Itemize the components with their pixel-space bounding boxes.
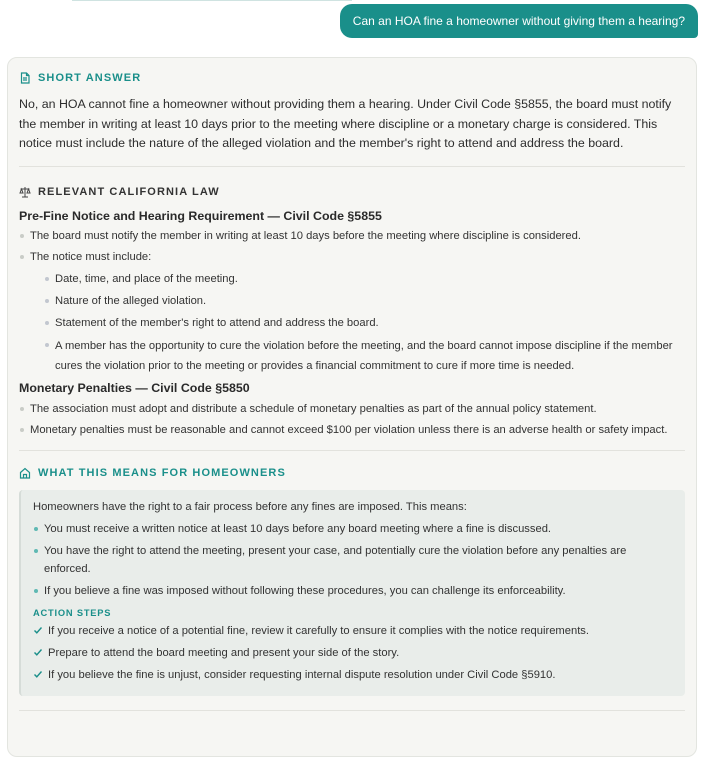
check-icon bbox=[33, 647, 43, 657]
list-item: The board must notify the member in writing at least 10 days before the meeting where discipline is considered. bbox=[19, 227, 685, 245]
list-item: Nature of the alleged violation. bbox=[19, 292, 685, 310]
homeowners-intro: Homeowners have the right to a fair process before any fines are imposed. This means: bbox=[33, 500, 467, 513]
home-icon bbox=[19, 467, 31, 479]
list-item: Monetary penalties must be reasonable and cannot exceed $100 per violation unless there is an adverse health or safety impact. bbox=[19, 421, 685, 439]
check-icon bbox=[33, 625, 43, 635]
law-section-title: Pre-Fine Notice and Hearing Requirement — Civil Code §5855 bbox=[19, 208, 382, 223]
scales-icon bbox=[19, 186, 31, 198]
action-step bbox=[33, 622, 675, 640]
divider bbox=[72, 0, 352, 1]
action-step bbox=[33, 666, 675, 684]
list-item: If you believe a fine was imposed without following these procedures, you can challenge its enforceability. bbox=[33, 582, 675, 600]
action-steps-heading: ACTION STEPS bbox=[33, 607, 112, 618]
homeowners-bullets bbox=[33, 520, 675, 600]
relevant-law-section bbox=[19, 167, 685, 439]
law-section-title: Monetary Penalties — Civil Code §5850 bbox=[19, 380, 250, 395]
action-steps-list bbox=[33, 622, 675, 684]
action-step bbox=[33, 644, 675, 662]
user-message-bubble: Can an HOA fine a homeowner without giving them a hearing? bbox=[340, 4, 698, 38]
notice-contents-list bbox=[19, 270, 685, 376]
action-step-text: If you receive a notice of a potential fine, review it carefully to ensure it complies with the notice requirements. bbox=[48, 624, 589, 637]
list-item: The association must adopt and distribute a schedule of monetary penalties as part of the annual policy statement. bbox=[19, 400, 685, 418]
list-item: The notice must include: bbox=[19, 248, 685, 266]
short-answer-heading bbox=[19, 70, 685, 86]
list-item: Statement of the member's right to attend and address the board. bbox=[19, 314, 685, 332]
action-step-text: If you believe the fine is unjust, consider requesting internal dispute resolution under Civil Code §5910. bbox=[48, 668, 556, 681]
answer-card bbox=[7, 57, 697, 757]
action-step-text: Prepare to attend the board meeting and present your side of the story. bbox=[48, 646, 400, 659]
law-section-bullets bbox=[19, 227, 685, 266]
homeowners-section bbox=[19, 451, 685, 696]
check-icon bbox=[33, 669, 43, 679]
list-item: You have the right to attend the meeting, present your case, and potentially cure the violation before any penalties are enforced. bbox=[33, 542, 675, 578]
short-answer-heading-text: SHORT ANSWER bbox=[38, 72, 142, 84]
homeowners-heading-text: WHAT THIS MEANS FOR HOMEOWNERS bbox=[38, 466, 286, 479]
section-divider bbox=[19, 710, 685, 711]
document-icon bbox=[19, 72, 31, 84]
law-section-bullets bbox=[19, 400, 685, 439]
short-answer-section bbox=[19, 70, 685, 154]
list-item: A member has the opportunity to cure the violation before the meeting, and the board cannot impose discipline if the member cures the violation prior to the meeting or provides a financial commitment to cure if more time is needed. bbox=[19, 336, 685, 376]
homeowners-panel bbox=[19, 490, 685, 696]
relevant-law-heading bbox=[19, 184, 685, 200]
list-item: Date, time, and place of the meeting. bbox=[19, 270, 685, 288]
homeowners-heading bbox=[19, 465, 685, 481]
relevant-law-heading-text: RELEVANT CALIFORNIA LAW bbox=[38, 185, 220, 198]
short-answer-text: No, an HOA cannot fine a homeowner without providing them a hearing. Under Civil Code §5855, the board must notify the member in writing at least 10 days prior to the meeting where discipline or a monetary charge is considered. This notice must include the nature of the alleged violation and the member's right to attend and address the board. bbox=[19, 97, 672, 150]
list-item: You must receive a written notice at least 10 days before any board meeting where a fine is discussed. bbox=[33, 520, 675, 538]
